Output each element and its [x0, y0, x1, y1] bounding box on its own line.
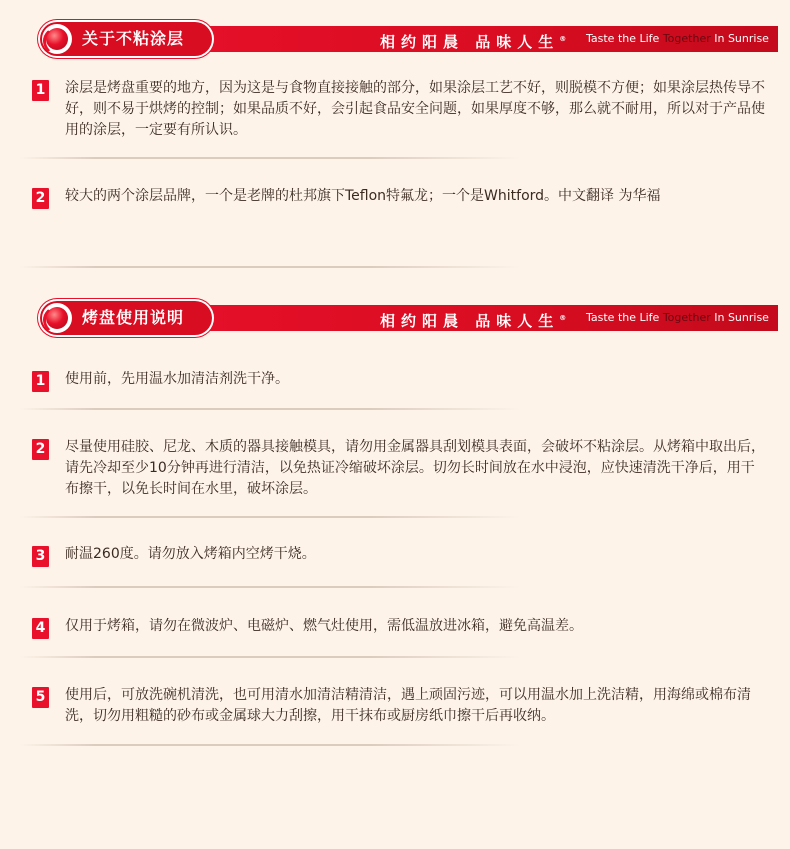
- banner-slogan: 相约阳晨 品味人生®: [380, 312, 567, 330]
- item-number: 3: [32, 546, 49, 567]
- item-number: 4: [32, 618, 49, 639]
- section-banner-usage: [0, 301, 790, 335]
- banner-english-slogan: Taste the Life Together In Sunrise: [586, 32, 769, 45]
- section-title: 烤盘使用说明: [82, 308, 185, 327]
- divider: [20, 586, 520, 588]
- divider: [20, 744, 520, 746]
- item-text: 仅用于烤箱，请勿在微波炉、电磁炉、燃气灶使用，需低温放进冰箱，避免高温差。: [65, 618, 583, 634]
- item-number: 1: [32, 80, 49, 101]
- section-banner-coating: [0, 22, 790, 56]
- banner-slogan: 相约阳晨 品味人生®: [380, 33, 567, 51]
- brand-logo-icon: [42, 24, 72, 54]
- divider: [20, 157, 520, 159]
- item-text: 尽量使用硅胶、尼龙、木质的器具接触模具，请勿用金属器具刮划模具表面，会破坏不粘涂层。从烤箱中取出后，请先冷却至少10分钟再进行清洁，以免热证冷缩破坏涂层。切勿长时间放在水中浸泡，应快速清洗干净后，用干布擦干，以免长时间在水里，破坏涂层。: [65, 439, 765, 497]
- brand-logo-icon: [42, 303, 72, 333]
- item-text: 涂层是烤盘重要的地方，因为这是与食物直接接触的部分，如果涂层工艺不好，则脱模不方便；如果涂层热传导不好，则不易于烘烤的控制；如果品质不好，会引起食品安全问题，如果厚度不够，那么就不耐用，所以对于产品使用的涂层，一定要有所认识。: [65, 80, 765, 138]
- item-number: 2: [32, 439, 49, 460]
- divider: [20, 266, 520, 268]
- divider: [20, 516, 520, 518]
- item-number: 1: [32, 371, 49, 392]
- divider: [20, 408, 520, 410]
- item-text: 使用前，先用温水加清洁剂洗干净。: [65, 371, 289, 387]
- item-number: 5: [32, 687, 49, 708]
- item-text: 使用后，可放洗碗机清洗，也可用清水加清洁精清洁，遇上顽固污迹，可以用温水加上洗洁精，用海绵或棉布清洗，切勿用粗糙的砂布或金属球大力刮擦，用干抹布或厨房纸巾擦干后再收纳。: [65, 687, 751, 724]
- item-text: 较大的两个涂层品牌，一个是老牌的杜邦旗下Teflon特氟龙；一个是Whitford。中文翻译 为华福: [65, 188, 661, 204]
- divider: [20, 656, 520, 658]
- item-text: 耐温260度。请勿放入烤箱内空烤干烧。: [65, 546, 316, 562]
- banner-english-slogan: Taste the Life Together In Sunrise: [586, 311, 769, 324]
- section-title: 关于不粘涂层: [82, 29, 185, 48]
- item-number: 2: [32, 188, 49, 209]
